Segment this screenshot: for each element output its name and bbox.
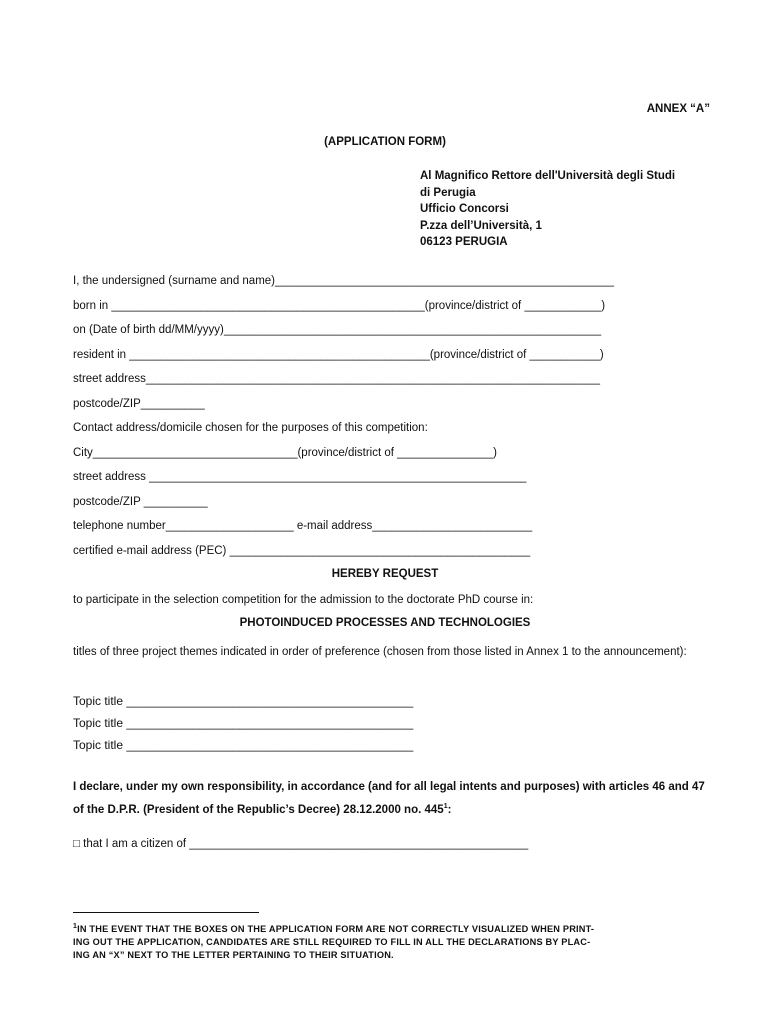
citizen-checkbox-field[interactable]: □ that I am a citizen of _____________________________________________________ xyxy=(73,838,529,850)
born-in-field[interactable]: born in _________________________________________________(province/district of ____________) xyxy=(73,300,606,312)
declaration-text xyxy=(73,778,713,820)
declaration-colon: : xyxy=(447,803,452,816)
declaration-body: I declare, under my own responsibility, in accordance (and for all legal intents and purposes) with articles 46 and 47 of the D.P.R. (President of the Republic’s Decree) 28.12.2000 no. 445 xyxy=(73,781,705,816)
footnote-divider xyxy=(73,912,259,913)
topic-title-field-3[interactable]: Topic title ___________________________________________ xyxy=(73,738,414,752)
telephone-email-field[interactable]: telephone number____________________ e-mail address_________________________ xyxy=(73,520,533,532)
address-line: Al Magnifico Rettore dell'Università degli Studi xyxy=(420,170,676,182)
contact-street-address-field[interactable]: street address ___________________________________________________________ xyxy=(73,471,527,483)
contact-city-field[interactable]: City________________________________(province/district of _______________) xyxy=(73,447,497,459)
titles-intro: titles of three project themes indicated in order of preference (chosen from those listed in Annex 1 to the announcement): xyxy=(73,646,687,658)
topic-title-field-2[interactable]: Topic title ___________________________________________ xyxy=(73,716,414,730)
topic-title-field-1[interactable]: Topic title ___________________________________________ xyxy=(73,694,414,708)
postcode-field[interactable]: postcode/ZIP__________ xyxy=(73,398,205,410)
annex-label: ANNEX “A” xyxy=(646,103,710,115)
undersigned-field[interactable]: I, the undersigned (surname and name)_____________________________________________________ xyxy=(73,275,614,287)
pec-field[interactable]: certified e-mail address (PEC) _______________________________________________ xyxy=(73,545,531,557)
address-line: P.zza dell’Università, 1 xyxy=(420,219,542,232)
date-of-birth-field[interactable]: on (Date of birth dd/MM/yyyy)___________________________________________________________ xyxy=(73,324,602,336)
footnote-mark: 1 xyxy=(73,923,78,930)
street-address-field[interactable]: street address_______________________________________________________________________ xyxy=(73,373,600,385)
course-name: PHOTOINDUCED PROCESSES AND TECHNOLOGIES xyxy=(239,617,531,629)
address-line: di Perugia xyxy=(420,186,476,199)
hereby-request-heading: HEREBY REQUEST xyxy=(331,568,439,580)
footnote-line: ING OUT THE APPLICATION, CANDIDATES ARE STILL REQUIRED TO FILL IN ALL THE DECLARATIONS BY PLAC- xyxy=(73,937,591,948)
address-line: Ufficio Concorsi xyxy=(420,203,509,215)
form-title: (APPLICATION FORM) xyxy=(324,136,446,148)
contact-address-intro: Contact address/domicile chosen for the purposes of this competition: xyxy=(73,422,428,434)
footnote xyxy=(73,920,713,962)
footnote-line: IN THE EVENT THAT THE BOXES ON THE APPLICATION FORM ARE NOT CORRECTLY VISUALIZED WHEN PRINT- xyxy=(77,924,595,935)
footnote-reference: 1 xyxy=(443,803,448,810)
address-line: 06123 PERUGIA xyxy=(420,236,508,248)
participate-text: to participate in the selection competition for the admission to the doctorate PhD course in: xyxy=(73,594,534,606)
resident-in-field[interactable]: resident in _______________________________________________(province/district of ___________) xyxy=(73,349,604,361)
contact-postcode-field[interactable]: postcode/ZIP __________ xyxy=(73,496,208,508)
footnote-line: ING AN “X” NEXT TO THE LETTER PERTAINING TO THEIR SITUATION. xyxy=(73,950,394,961)
recipient-address xyxy=(420,168,675,251)
